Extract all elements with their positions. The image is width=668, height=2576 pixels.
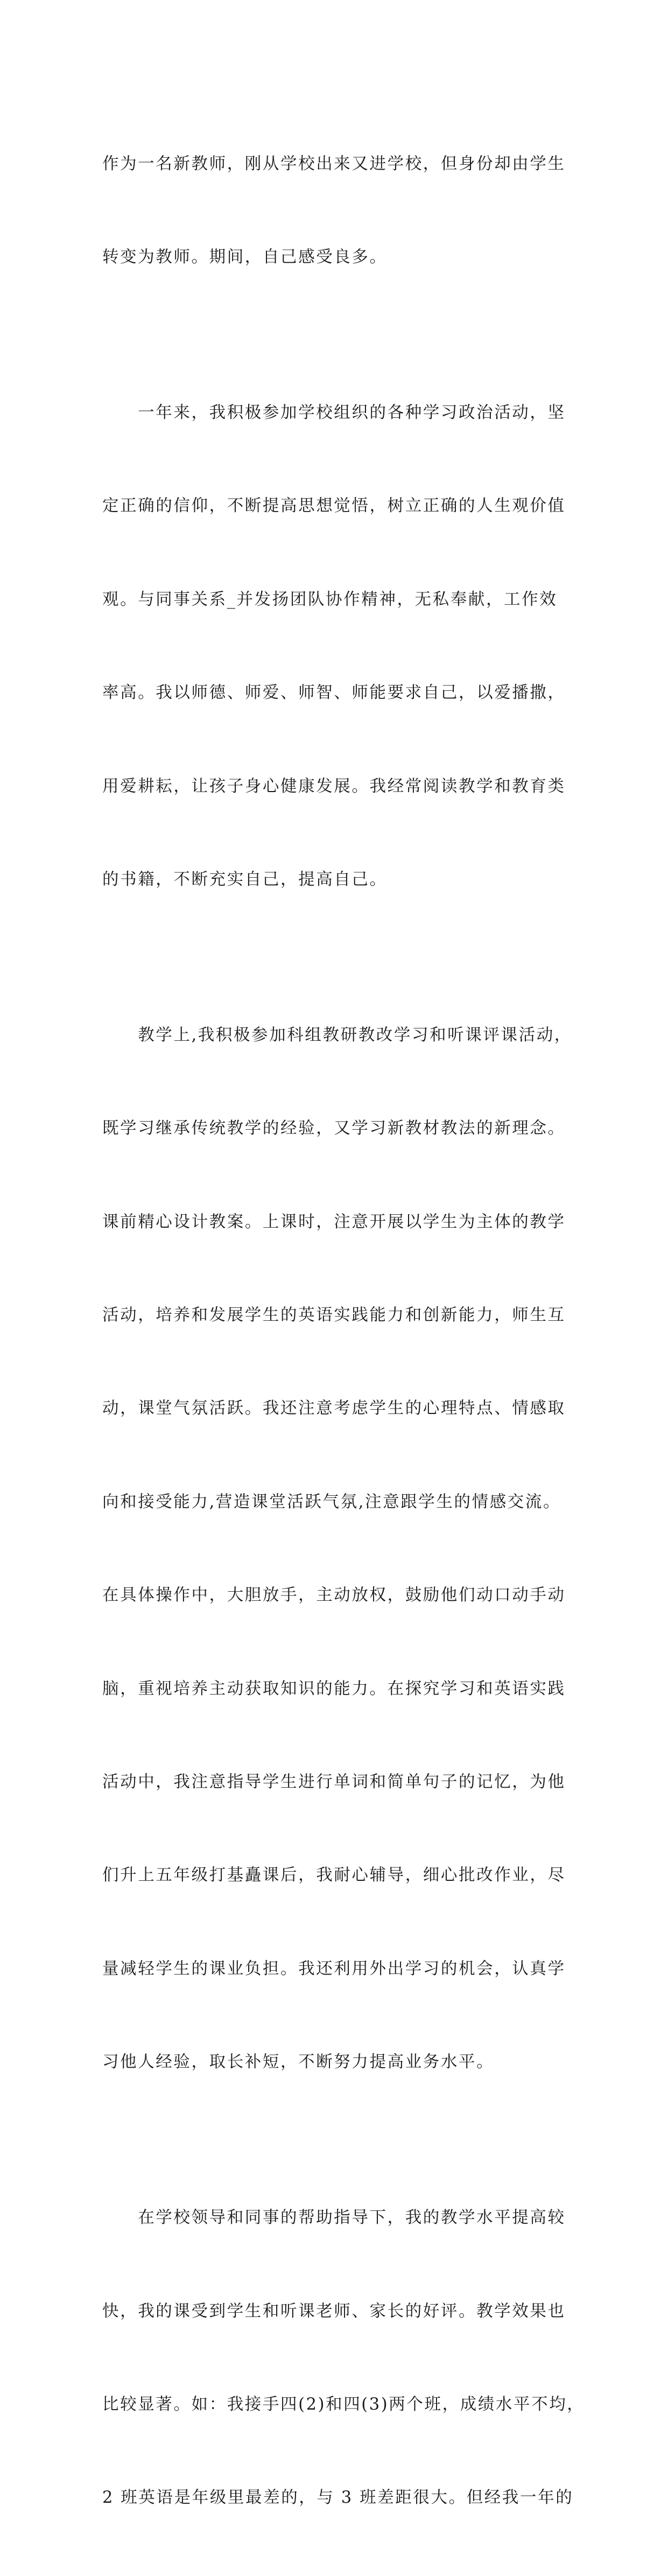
paragraph-results	[102, 2140, 585, 2576]
text-line: 课前精心设计教案。上课时，注意开展以学生为主体的教学	[102, 1212, 566, 1231]
text-line: 快，我的课受到学生和听课老师、家长的好评。教学效果也	[102, 2301, 566, 2321]
paragraph-political-study	[102, 335, 571, 957]
text-line: 用爱耕耘，让孩子身心健康发展。我经常阅读教学和教育类	[102, 776, 566, 796]
text-line: 在具体操作中，大胆放手，主动放权，鼓励他们动口动手动	[102, 1586, 566, 1605]
text-line: 作为一名新教师，刚从学校出来又进学校，但身份却由学生	[102, 154, 566, 173]
text-line: 一年来，我积极参加学校组织的各种学习政治活动，坚	[102, 403, 566, 422]
text-line: 教学上,我积极参加科组教研教改学习和听课评课活动，	[102, 1025, 572, 1045]
text-line: 既学习继承传统教学的经验，又学习新教材教法的新理念。	[102, 1119, 566, 1138]
text-line: 动，课堂气氛活跃。我还注意考虑学生的心理特点、情感取	[102, 1399, 566, 1418]
text-line: 的书籍，不断充实自己，提高自己。	[102, 870, 388, 889]
text-line: 转变为教师。期间，自己感受良多。	[102, 247, 388, 267]
text-line: 比较显著。如：我接手四(2)和四(3)两个班，成绩水平不均，	[102, 2395, 585, 2414]
text-line: 量减轻学生的课业负担。我还利用外出学习的机会，认真学	[102, 1959, 566, 1978]
text-line: 观。与同事关系_并发扬团队协作精神，无私奉献，工作效	[102, 590, 558, 609]
document-body	[102, 86, 585, 2576]
text-line: 脑，重视培养主动获取知识的能力。在探究学习和英语实践	[102, 1679, 566, 1698]
text-line: 在学校领导和同事的帮助指导下，我的教学水平提高较	[102, 2208, 566, 2228]
text-line: 向和接受能力,营造课堂活跃气氛,注意跟学生的情感交流。	[102, 1492, 561, 1511]
text-line: 2 班英语是年级里最差的，与 3 班差距很大。但经我一年的	[102, 2488, 574, 2508]
text-line: 活动中，我注意指导学生进行单词和简单句子的记忆，为他	[102, 1773, 566, 1792]
text-line: 定正确的信仰，不断提高思想觉悟，树立正确的人生观价值	[102, 496, 566, 516]
text-line: 率高。我以师德、师爱、师智、师能要求自己，以爱播撒，	[102, 683, 566, 703]
text-line: 们升上五年级打基矗课后，我耐心辅导，细心批改作业，尽	[102, 1866, 566, 1885]
text-line: 习他人经验，取长补短，不断努力提高业务水平。	[102, 2053, 495, 2072]
paragraph-teaching	[102, 957, 571, 2140]
paragraph-intro	[102, 86, 571, 335]
text-line: 活动，培养和发展学生的英语实践能力和创新能力，师生互	[102, 1306, 566, 1325]
